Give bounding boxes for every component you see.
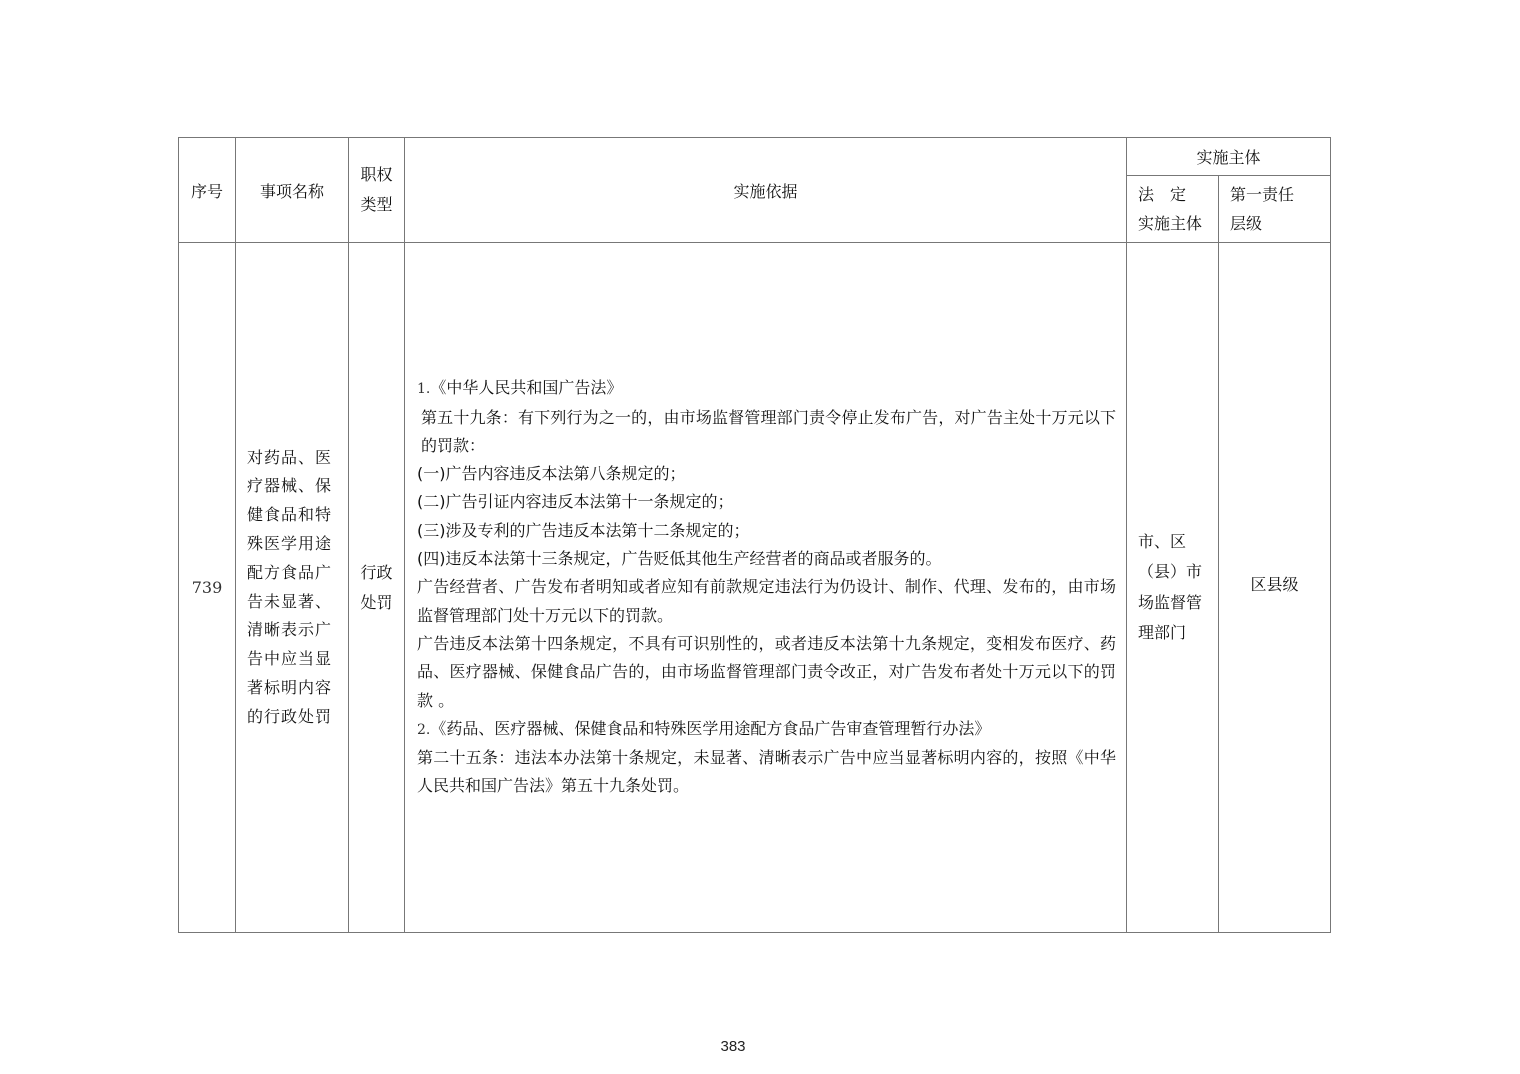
- header-power-type: [349, 138, 405, 243]
- power-list-table: [178, 137, 1331, 933]
- row-seq: 739: [179, 243, 236, 933]
- basis-item-1: (一)广告内容违反本法第八条规定的；: [417, 464, 686, 484]
- header-power-type-line1: 职权: [360, 165, 393, 184]
- basis-law1-heading: [417, 374, 1116, 403]
- basis-law1-number: 1.: [417, 381, 431, 398]
- row-legal-subject: 市、区（县）市场监督管理部门: [1127, 243, 1219, 933]
- row-basis: [405, 243, 1127, 933]
- basis-law2-title: 《药品、医疗器械、保健食品和特殊医学用途配方食品广告审查管理暂行办法》: [430, 718, 991, 738]
- header-implementing-subject: 实施主体: [1127, 138, 1331, 176]
- basis-law2-heading: [417, 715, 1116, 744]
- row-power-type-line2: 处罚: [360, 592, 393, 612]
- table-row: [179, 243, 1331, 933]
- header-legal-subject-line1: 法 定: [1138, 185, 1187, 204]
- basis-item-2: (二)广告引证内容违反本法第十一条规定的；: [417, 492, 734, 512]
- basis-article-59: 第五十九条：有下列行为之一的，由市场监督管理部门责令停止发布广告，对广告主处十万元以下的罚款：: [421, 407, 1116, 455]
- header-item-name: 事项名称: [236, 138, 349, 243]
- basis-paragraph-3: 广告违反本法第十四条规定，不具有可识别性的，或者违反本法第十九条规定，变相发布医疗、药品、医疗器械、保健食品广告的，由市场监督管理部门责令改正，对广告发布者处十万元以下的罚款 。: [417, 633, 1116, 710]
- header-basis: 实施依据: [405, 138, 1127, 243]
- row-item-name: 对药品、医疗器械、保健食品和特殊医学用途配方食品广告未显著、清晰表示广告中应当显著标明内容的行政处罚: [236, 243, 349, 933]
- basis-item-4: (四)违反本法第十三条规定，广告贬低其他生产经营者的商品或者服务的。: [417, 549, 942, 569]
- header-row-top: [179, 138, 1331, 176]
- header-power-type-line2: 类型: [360, 195, 393, 214]
- header-legal-subject-line2: 实施主体: [1138, 214, 1203, 233]
- basis-law1-title: 《中华人民共和国广告法》: [430, 378, 623, 398]
- basis-item-3: (三)涉及专利的广告违反本法第十二条规定的；: [417, 520, 750, 540]
- page-number: 383: [720, 1038, 746, 1055]
- header-seq: 序号: [179, 138, 236, 243]
- basis-paragraph-2: 广告经营者、广告发布者明知或者应知有前款规定违法行为仍设计、制作、代理、发布的，由市场监督管理部门处十万元以下的罚款。: [417, 577, 1116, 625]
- header-first-resp-line1: 第一责任: [1230, 185, 1295, 204]
- header-first-responsibility: [1219, 176, 1331, 243]
- header-legal-subject: [1127, 176, 1219, 243]
- basis-article-25: 第二十五条：违法本办法第十条规定，未显著、清晰表示广告中应当显著标明内容的，按照《中华人民共和国广告法》第五十九条处罚。: [417, 748, 1116, 796]
- row-power-type-line1: 行政: [360, 562, 393, 582]
- header-first-resp-line2: 层级: [1230, 214, 1263, 233]
- basis-law2-number: 2.: [417, 721, 431, 738]
- row-power-type: [349, 243, 405, 933]
- row-first-resp-level: 区县级: [1219, 243, 1331, 933]
